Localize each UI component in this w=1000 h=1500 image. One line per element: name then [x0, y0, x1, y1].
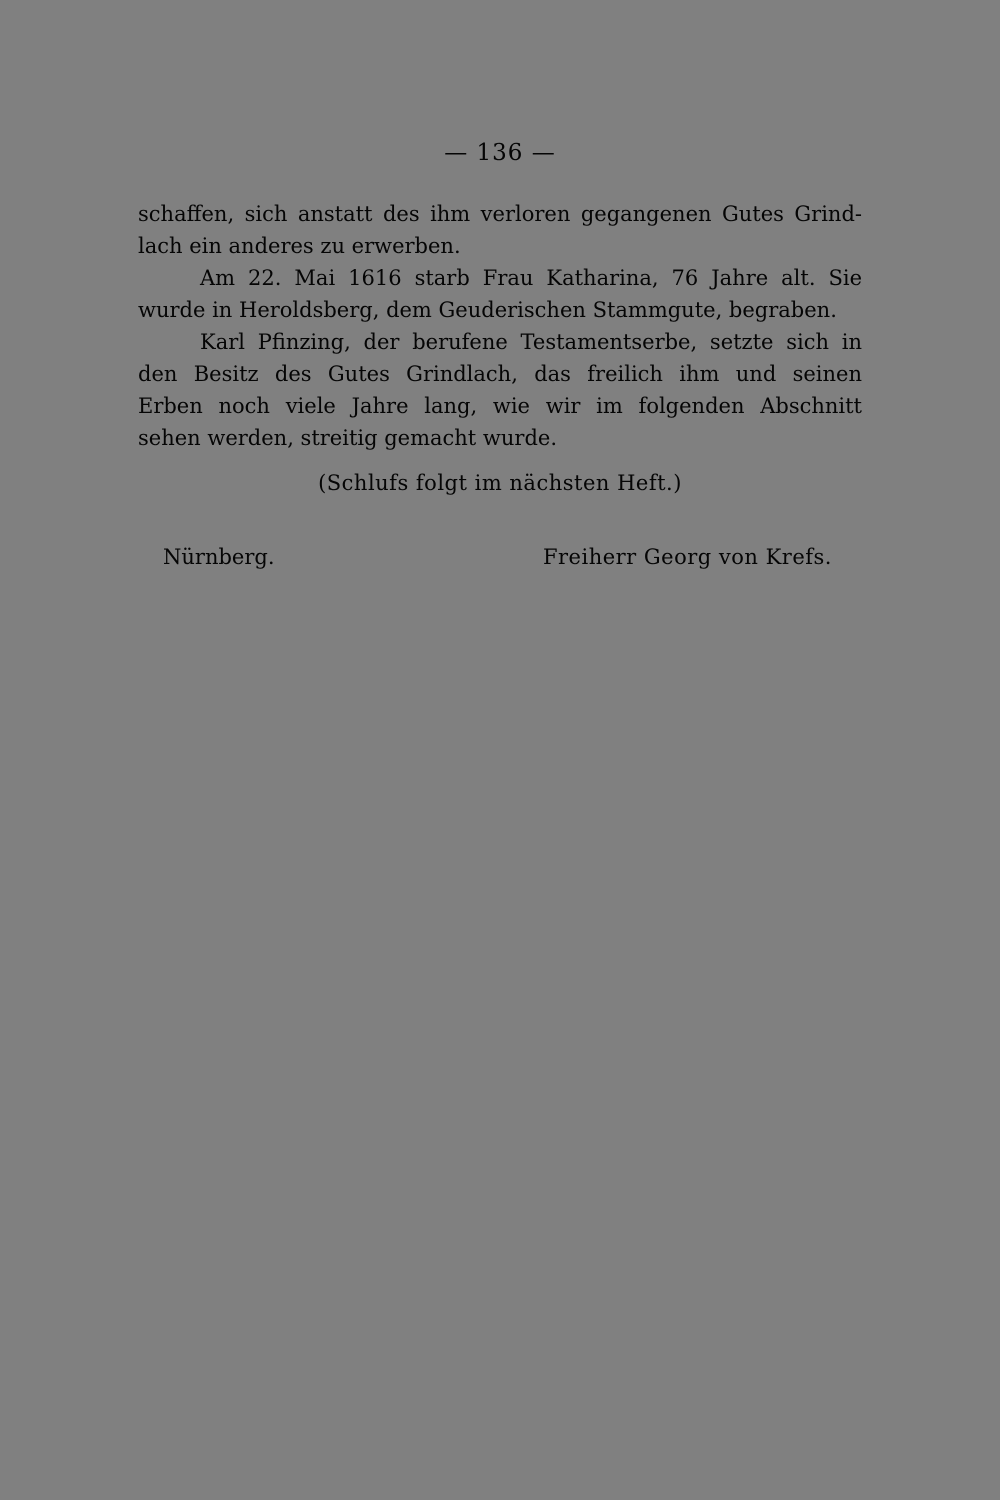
signature-place: Nürnberg. [163, 545, 275, 569]
paragraph-2 [138, 262, 862, 326]
paragraph-3 [138, 326, 862, 454]
text-line: schaffen, sich anstatt des ihm verloren gegangenen Gutes Grind- [138, 202, 862, 226]
text-line: Erben noch viele Jahre lang, wie wir im folgenden Abschnitt [138, 394, 862, 418]
paragraph-1 [138, 198, 862, 262]
body-text [138, 198, 862, 454]
text-line: wurde in Heroldsberg, dem Geuderischen Stammgute, begraben. [138, 298, 837, 322]
continuation-note: (Schlufs folgt im nächsten Heft.) [318, 471, 682, 495]
text-line: Karl Pfinzing, der berufene Testamentserbe, setzte sich in [200, 330, 862, 354]
text-line: den Besitz des Gutes Grindlach, das freilich ihm und seinen [138, 362, 862, 386]
text-line: sehen werden, streitig gemacht wurde. [138, 426, 558, 450]
page-number: — 136 — [444, 140, 556, 166]
text-line: Am 22. Mai 1616 starb Frau Katharina, 76 Jahre alt. Sie [200, 266, 862, 290]
text-line: lach ein anderes zu erwerben. [138, 234, 461, 258]
signature-author: Freiherr Georg von Krefs. [542, 545, 832, 569]
